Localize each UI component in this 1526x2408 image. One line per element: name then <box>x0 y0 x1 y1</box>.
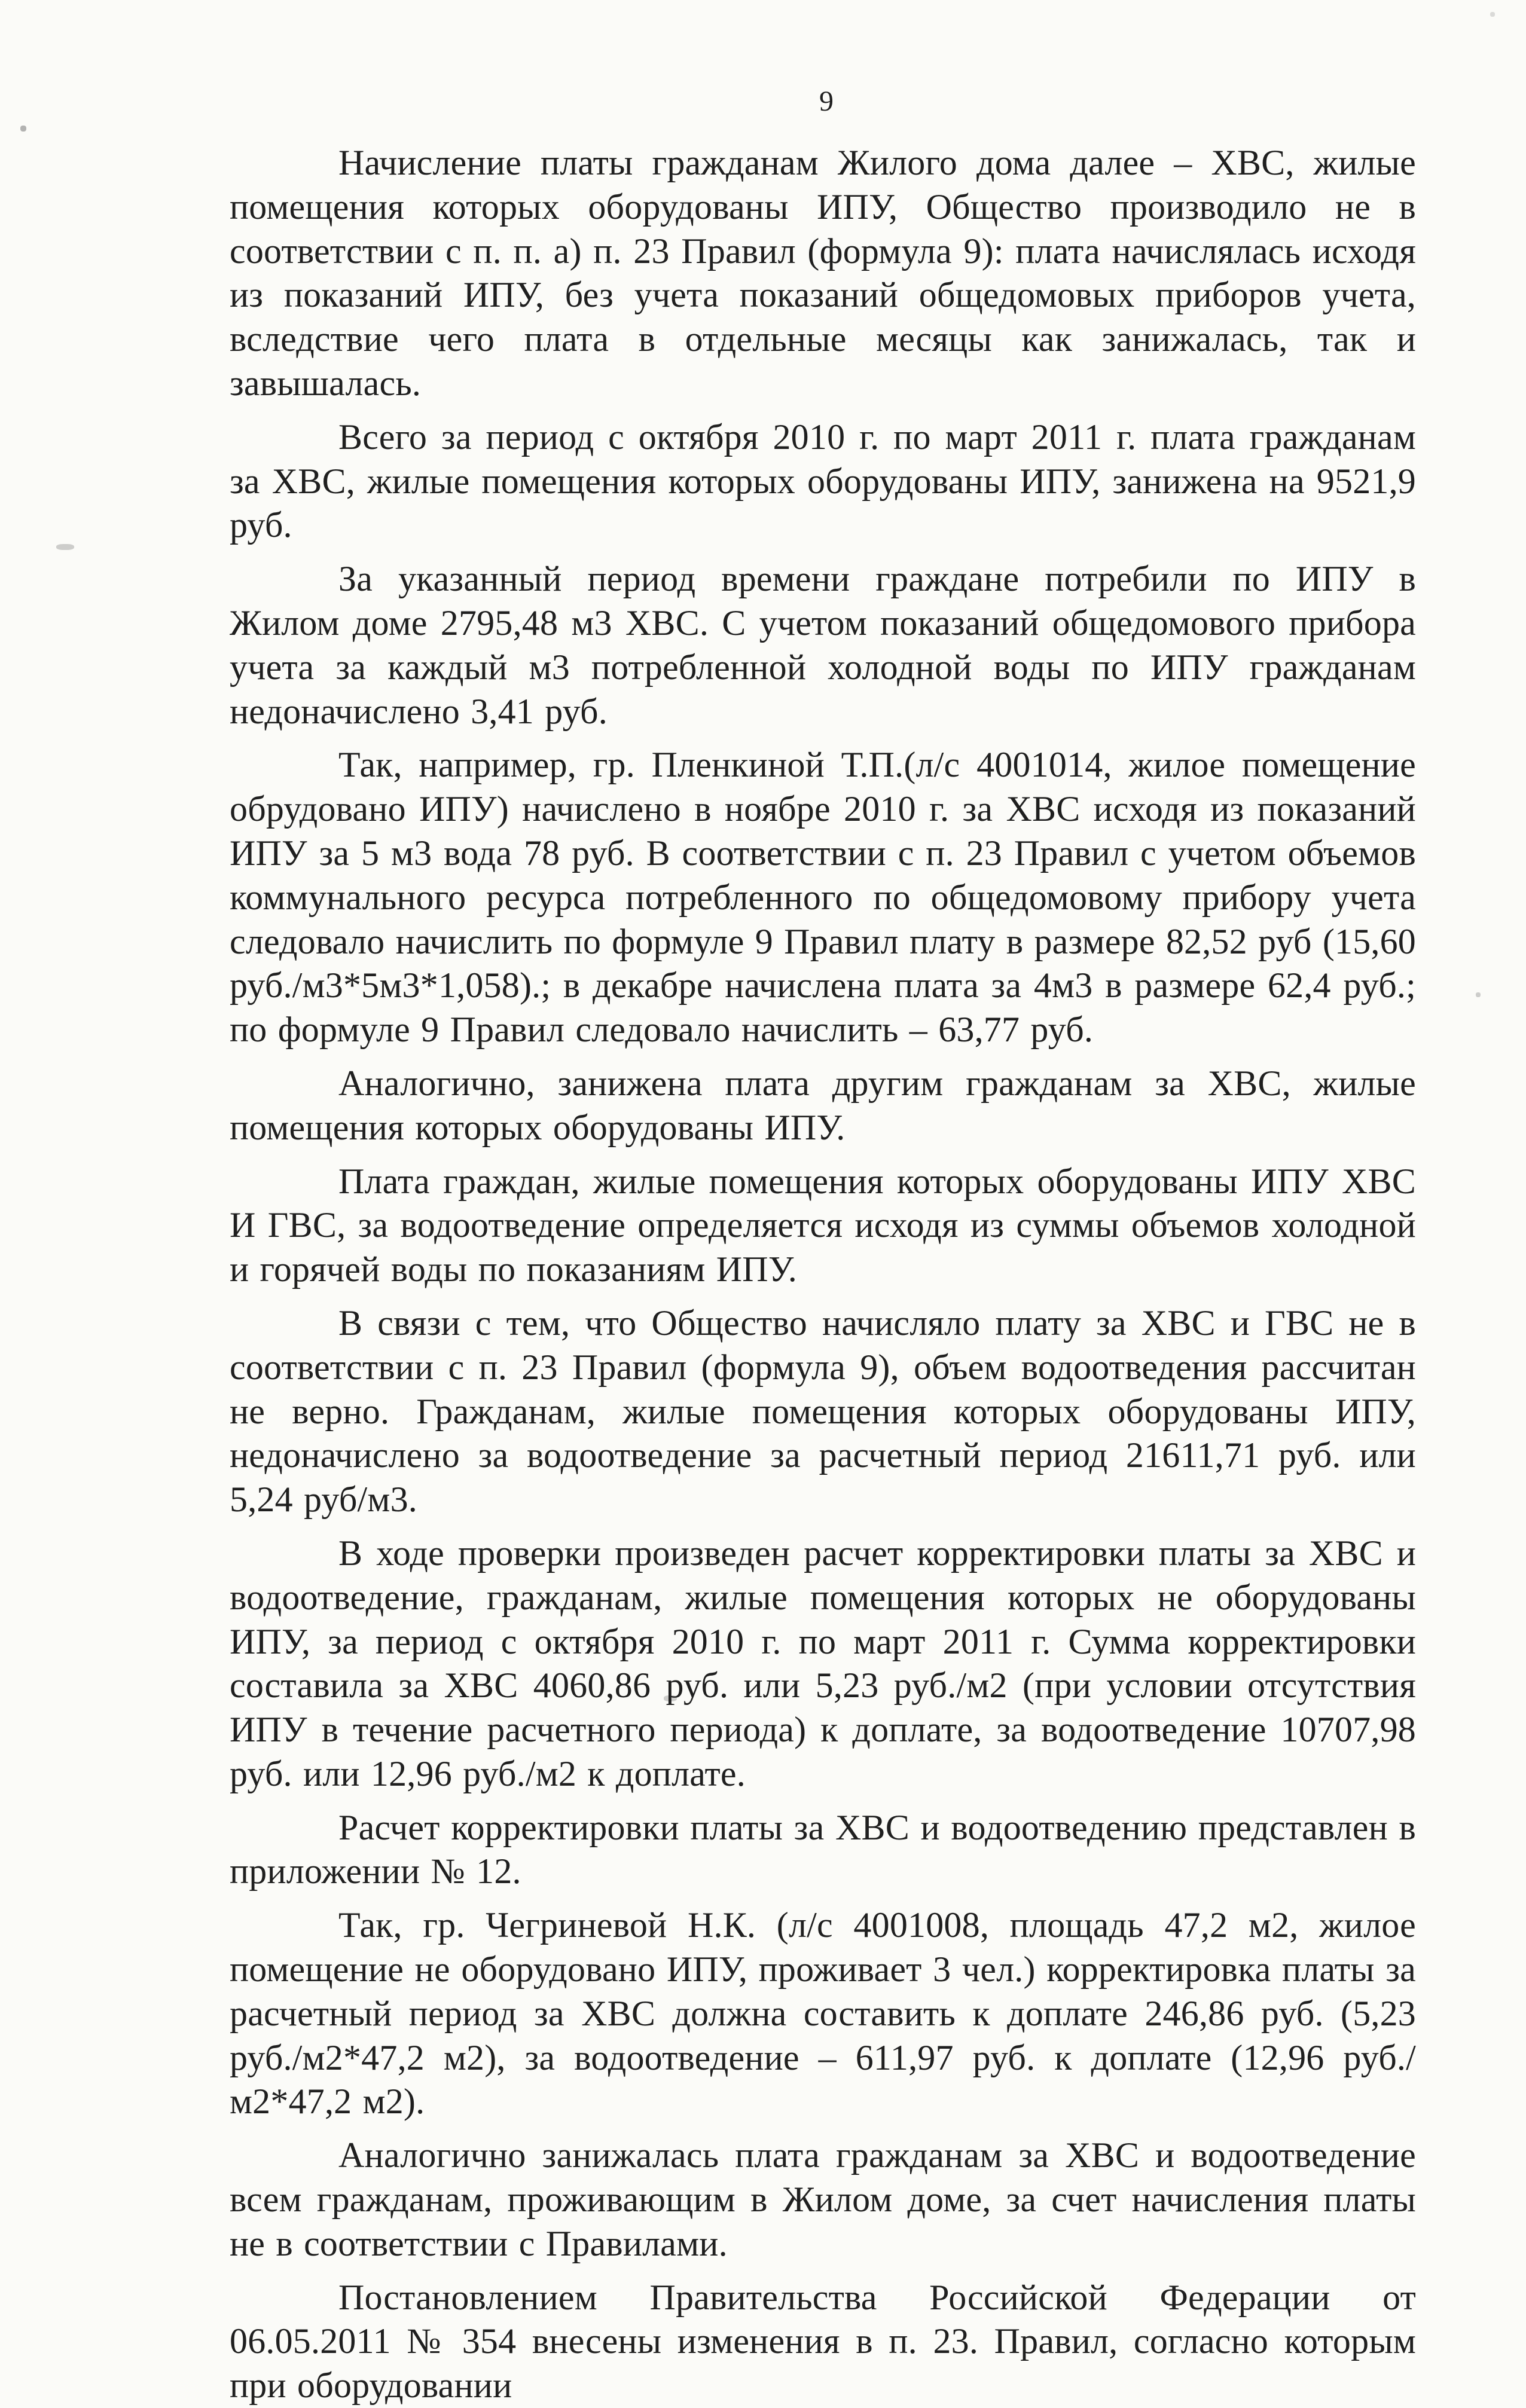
paragraph: Постановлением Правительства Российской Федерации от 06.05.2011 № 354 внесены изменения в п. 23. Правил, согласно которым при оборудовании <box>230 2277 1416 2406</box>
paragraph: Начисление платы гражданам Жилого дома далее – ХВС, жилые помещения которых оборудованы ИПУ, Общество производило не в соответствии с п. п. а) п. 23 Правил (формула 9): плата начислялась исходя из показаний ИПУ, без учета показаний общедомовых приборов учета, вследствие чего плата в отдельные месяцы как занижалась, так и завышалась. <box>230 143 1416 403</box>
paragraph: В связи с тем, что Общество начисляло плату за ХВС и ГВС не в соответствии с п. 23 Правил (формула 9), объем водоотведения рассчитан не верно. Гражданам, жилые помещения которых оборудованы ИПУ, недоначислено за водоотведение за расчетный период 21611,71 руб. или 5,24 руб/м3. <box>230 1303 1416 1520</box>
paragraph: Аналогично, занижена плата другим гражданам за ХВС, жилые помещения которых оборудованы ИПУ. <box>230 1063 1416 1147</box>
paragraph: Так, например, гр. Пленкиной Т.П.(л/с 4001014, жилое помещение обрудовано ИПУ) начислено в ноябре 2010 г. за ХВС исходя из показаний ИПУ за 5 м3 вода 78 руб. В соответствии с п. 23 Правил с учетом объемов коммунального ресурса потребленного по общедомовому прибору учета следовало начислить по формуле 9 Правил плату в размере 82,52 руб (15,60 руб./м3*5м3*1,058).; в декабре начислена плата за 4м3 в размере 62,4 руб.; по формуле 9 Правил следовало начислить – 63,77 руб. <box>230 745 1416 1050</box>
paragraph: Расчет корректировки платы за ХВС и водоотведению представлен в приложении № 12. <box>230 1807 1416 1891</box>
paragraph: За указанный период времени граждане потребили по ИПУ в Жилом доме 2795,48 м3 ХВС. С учетом показаний общедомового прибора учета за каждый м3 потребленной холодной воды по ИПУ гражданам недоначислено 3,41 руб. <box>230 559 1416 731</box>
scan-speck <box>20 126 26 132</box>
paragraph: Так, гр. Чегриневой Н.К. (л/с 4001008, площадь 47,2 м2, жилое помещение не оборудовано ИПУ, проживает 3 чел.) корректировка платы за расчетный период за ХВС должна составить к доплате 246,86 руб. (5,23 руб./м2*47,2 м2), за водоотведение – 611,97 руб. к доплате (12,96 руб./м2*47,2 м2). <box>230 1905 1416 2122</box>
paragraph: Всего за период с октября 2010 г. по март 2011 г. плата гражданам за ХВС, жилые помещения которых оборудованы ИПУ, занижена на 9521,9 руб. <box>230 417 1416 545</box>
page-number: 9 <box>819 85 834 117</box>
scan-speck <box>1490 12 1495 17</box>
paragraph: В ходе проверки произведен расчет корректировки платы за ХВС и водоотведение, гражданам, жилые помещения которых не оборудованы ИПУ, за период с октября 2010 г. по март 2011 г. Сумма корректировки составила за ХВС 4060,86 руб. или 5,23 руб./м2 (при условии отсутствия ИПУ в течение расчетного периода) к доплате, за водоотведение 10707,98 руб. или 12,96 руб./м2 к доплате. <box>230 1533 1416 1793</box>
paragraph: Плата граждан, жилые помещения которых оборудованы ИПУ ХВС И ГВС, за водоотведение определяется исходя из суммы объемов холодной и горячей воды по показаниям ИПУ. <box>230 1161 1416 1289</box>
scan-speck <box>56 544 74 550</box>
paragraph: Аналогично занижалась плата гражданам за ХВС и водоотведение всем гражданам, проживающим в Жилом доме, за счет начисления платы не в соответствии с Правилами. <box>230 2135 1416 2263</box>
document-body <box>230 141 1416 2408</box>
scan-speck <box>1476 992 1481 997</box>
